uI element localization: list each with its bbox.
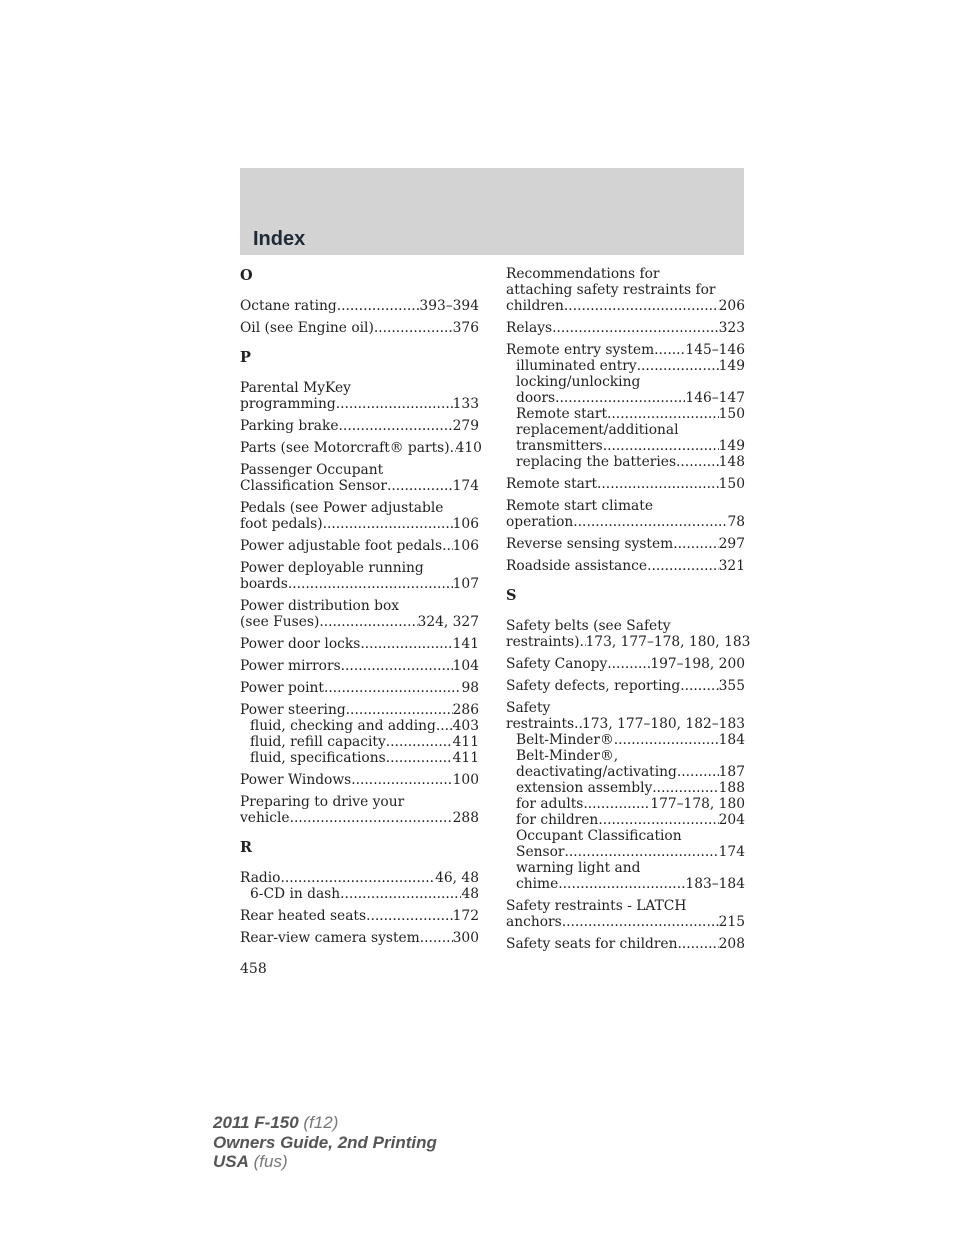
dot-leader [637,358,719,374]
dot-leader [607,656,650,672]
dot-leader [436,718,453,734]
index-entry-line [240,772,479,788]
entry-term: children [506,298,564,314]
index-subentry-line [506,438,745,454]
dot-leader [341,658,453,674]
entry-term: Safety restraints - LATCH [506,898,687,914]
index-subentry-line [506,748,745,764]
dot-leader [442,538,453,554]
entry-term: Oil (see Engine oil) [240,320,374,336]
page-title: Index [253,228,306,250]
index-entry-line [506,618,745,634]
index-entry-line [506,320,745,336]
index-entry [506,266,745,314]
index-column-right [506,266,751,958]
index-subentry-line [506,764,745,780]
index-entry-line [240,320,479,336]
index-entry [506,936,745,952]
index-entry [240,298,479,314]
dot-leader [280,870,435,886]
index-subentry-line [506,454,745,470]
dot-leader [288,576,453,592]
index-entry-line [506,498,745,514]
index-entry [240,908,479,924]
dot-leader [336,396,453,412]
dot-leader [654,342,685,358]
entry-term: 6-CD in dash [250,886,341,902]
index-entry [506,678,745,694]
index-entry-line [240,598,479,614]
entry-page-ref: 174 [452,478,479,494]
index-entry-line [240,538,479,554]
entry-term: vehicle [240,810,290,826]
entry-term: restraints) [506,634,580,650]
entry-term: warning light and [516,860,641,876]
entry-page-ref: 145–146 [685,342,745,358]
dot-leader [290,810,453,826]
index-entry-line [240,870,479,886]
index-entry [240,870,479,902]
entry-term: illuminated entry [516,358,637,374]
entry-page-ref: 355 [718,678,745,694]
entry-term: attaching safety restraints for [506,282,716,298]
entry-page-ref: 184 [718,732,745,748]
entry-term: replacement/additional [516,422,679,438]
index-subentry-line [506,860,745,876]
footer-guide: Owners Guide, 2nd Printing [213,1132,437,1152]
entry-term: transmitters [516,438,603,454]
index-subentry-line [506,406,745,422]
index-entry [240,702,479,766]
entry-page-ref: 106 [452,538,479,554]
entry-term: Safety belts (see Safety [506,618,671,634]
entry-page-ref: 297 [718,536,745,552]
section-letter: S [506,587,517,604]
entry-term: Pedals (see Power adjustable [240,500,444,516]
index-subentry-line [506,796,745,812]
entry-term: foot pedals) [240,516,323,532]
index-entry [240,598,479,630]
index-entry-line [240,702,479,718]
entry-term: extension assembly [516,780,653,796]
index-entry-line [240,560,479,576]
index-entry [506,536,745,552]
index-entry [240,418,479,434]
entry-term: for children [516,812,599,828]
dot-leader [598,812,718,828]
entry-page-ref: 403 [452,718,479,734]
index-entry-line [240,658,479,674]
index-entry-line [506,536,745,552]
index-entry [506,656,745,672]
index-subentry-line [506,780,745,796]
index-entry-line [240,396,479,412]
entry-term: Power mirrors [240,658,341,674]
index-entry [240,560,479,592]
dot-leader [366,908,453,924]
entry-term: programming [240,396,336,412]
entry-page-ref: 150 [718,476,745,492]
entry-page-ref: 204 [718,812,745,828]
dot-leader [340,886,461,902]
entry-term: Remote start [506,476,598,492]
dot-leader [420,930,453,946]
entry-page-ref: 172 [452,908,479,924]
index-entry-line [240,794,479,810]
dot-leader [574,716,582,732]
index-entry-line [240,680,479,696]
index-subentry-line [240,718,479,734]
entry-term: doors [516,390,556,406]
entry-term: Power door locks [240,636,361,652]
entry-term: replacing the batteries [516,454,677,470]
entry-term: Rear-view camera system [240,930,420,946]
entry-term: Belt-Minder®, [516,748,619,764]
entry-page-ref: 411 [452,734,479,750]
entry-page-ref: 286 [452,702,479,718]
dot-leader [386,734,453,750]
entry-page-ref: 279 [452,418,479,434]
footer-model: 2011 F-150 [213,1113,299,1132]
dot-leader [614,732,719,748]
footer-market-code: (fus) [248,1152,288,1171]
entry-term: Octane rating [240,298,337,314]
entry-term: Recommendations for [506,266,660,282]
entry-page-ref: 376 [452,320,479,336]
index-entry-line [506,476,745,492]
entry-term: Power deployable running [240,560,424,576]
entry-page-ref: 106 [452,516,479,532]
entry-page-ref: 104 [452,658,479,674]
entry-term: Relays [506,320,553,336]
entry-page-ref: 133 [452,396,479,412]
dot-leader [323,516,453,532]
index-entry-line [506,936,745,952]
entry-page-ref: 146–147 [685,390,745,406]
index-entry-line [240,380,479,396]
index-subentry-line [506,828,745,844]
dot-leader [339,418,453,434]
entry-term: Rear heated seats [240,908,367,924]
entry-page-ref: 288 [452,810,479,826]
entry-term: Roadside assistance [506,558,648,574]
entry-term: Parking brake [240,418,339,434]
index-subentry-line [506,374,745,390]
index-entry-line [240,636,479,652]
footer-market: USA [213,1152,249,1171]
index-subentry-line [506,844,745,860]
index-subentry-line [240,734,479,750]
dot-leader [603,438,719,454]
entry-term: fluid, checking and adding [250,718,436,734]
entry-term: Parts (see Motorcraft® parts) [240,440,450,456]
entry-page-ref: 324, 327 [417,614,479,630]
entry-term: Parental MyKey [240,380,351,396]
index-entry-line [240,614,479,630]
index-entry [506,498,745,530]
index-entry [506,320,745,336]
page-number: 458 [240,961,267,977]
entry-page-ref: 150 [718,406,745,422]
index-entry-line [240,810,479,826]
entry-page-ref: 183–184 [685,876,745,892]
entry-term: locking/unlocking [516,374,641,390]
dot-leader [607,406,719,422]
index-entry [506,558,745,574]
entry-page-ref: 98 [461,680,479,696]
index-entry-line [506,282,745,298]
document-footer [213,1113,437,1172]
entry-term: for adults [516,796,584,812]
section-letter: O [240,267,253,284]
section-letter: R [240,839,253,856]
index-entry-line [240,576,479,592]
index-entry-line [506,266,745,282]
dot-leader [324,680,461,696]
index-subentry-line [506,876,745,892]
entry-page-ref: 78 [727,514,745,530]
entry-page-ref: 141 [452,636,479,652]
dot-leader [562,914,719,930]
entry-term: Power steering [240,702,346,718]
index-entry [240,680,479,696]
dot-leader [387,478,453,494]
index-entry [240,636,479,652]
index-entry-line [506,558,745,574]
entry-page-ref: 149 [718,438,745,454]
index-entry-line [506,514,745,530]
dot-leader [673,536,718,552]
entry-term: Remote start climate [506,498,653,514]
entry-term: Power adjustable foot pedals [240,538,443,554]
entry-term: (see Fuses) [240,614,320,630]
entry-term: Reverse sensing system [506,536,674,552]
dot-leader [680,678,718,694]
entry-page-ref: 411 [452,750,479,766]
entry-page-ref: 321 [718,558,745,574]
index-entry-line [506,700,745,716]
index-entry [240,930,479,946]
entry-page-ref: 410 [455,440,482,456]
entry-page-ref: 107 [452,576,479,592]
index-entry-line [506,298,745,314]
index-entry-line [506,656,745,672]
dot-leader [652,780,718,796]
entry-page-ref: 46, 48 [435,870,479,886]
dot-leader [565,844,719,860]
index-entry-line [506,898,745,914]
entry-page-ref: 177–178, 180 [650,796,745,812]
dot-leader [346,702,453,718]
entry-page-ref: 48 [461,886,479,902]
dot-leader [558,876,685,892]
index-entry-line [240,930,479,946]
index-entry [506,476,745,492]
entry-page-ref: 393–394 [419,298,479,314]
entry-term: operation [506,514,574,530]
index-subentry-line [506,358,745,374]
index-entry-line [240,908,479,924]
dot-leader [360,636,452,652]
entry-term: fluid, refill capacity [250,734,386,750]
dot-leader [552,320,719,336]
entry-term: chime [516,876,559,892]
entry-page-ref: 174 [718,844,745,860]
index-subentry-line [240,750,479,766]
entry-page-ref: 173, 177–180, 182–183 [581,716,745,732]
entry-page-ref: 173, 177–178, 180, 183 [585,634,751,650]
entry-term: Preparing to drive your [240,794,405,810]
dot-leader [337,298,420,314]
entry-term: Power distribution box [240,598,400,614]
entry-term: Safety Canopy [506,656,608,672]
entry-page-ref: 323 [718,320,745,336]
dot-leader [386,750,453,766]
dot-leader [564,298,719,314]
entry-term: Sensor [516,844,565,860]
index-entry [240,462,479,494]
entry-term: Remote entry system [506,342,655,358]
entry-page-ref: 208 [718,936,745,952]
entry-term: Remote start [516,406,608,422]
index-entry-line [506,634,751,650]
index-entry-line [240,298,479,314]
entry-term: Belt-Minder® [516,732,614,748]
index-header-band [240,168,744,255]
index-entry-line [240,500,479,516]
dot-leader [676,454,719,470]
index-entry [240,658,479,674]
index-subentry-line [506,390,745,406]
entry-page-ref: 197–198, 200 [650,656,745,672]
index-entry-line [240,418,479,434]
entry-term: deactivating/activating [516,764,677,780]
dot-leader [677,764,719,780]
index-entry [240,538,479,554]
index-entry-line [506,342,745,358]
index-entry-line [240,440,482,456]
entry-term: Radio [240,870,281,886]
index-entry-line [240,516,479,532]
index-subentry-line [506,812,745,828]
index-entry [240,320,479,336]
dot-leader [573,514,727,530]
entry-page-ref: 215 [718,914,745,930]
entry-term: anchors [506,914,562,930]
dot-leader [374,320,453,336]
dot-leader [319,614,417,630]
entry-term: Safety [506,700,551,716]
entry-term: Occupant Classification [516,828,682,844]
entry-page-ref: 149 [718,358,745,374]
entry-term: Classification Sensor [240,478,387,494]
section-letter: P [240,349,251,366]
dot-leader [677,936,718,952]
index-subentry-line [506,732,745,748]
index-entry-line [506,914,745,930]
index-entry-line [506,678,745,694]
entry-term: restraints [506,716,575,732]
entry-page-ref: 187 [718,764,745,780]
entry-term: Safety defects, reporting [506,678,681,694]
index-entry [240,380,479,412]
entry-term: Passenger Occupant [240,462,384,478]
index-entry [506,898,745,930]
index-entry [240,440,482,456]
dot-leader [351,772,452,788]
entry-term: Power point [240,680,324,696]
entry-term: boards [240,576,288,592]
index-entry [240,794,479,826]
entry-term: Power Windows [240,772,352,788]
entry-page-ref: 188 [718,780,745,796]
index-entry-line [240,478,479,494]
index-entry [506,618,751,650]
index-entry-line [506,716,745,732]
entry-term: fluid, specifications [250,750,386,766]
index-entry [506,342,745,470]
entry-page-ref: 148 [718,454,745,470]
index-entry [506,700,745,892]
index-entry-line [240,462,479,478]
dot-leader [597,476,719,492]
index-entry [240,772,479,788]
index-subentry-line [240,886,479,902]
entry-page-ref: 300 [452,930,479,946]
entry-page-ref: 206 [718,298,745,314]
dot-leader [583,796,650,812]
entry-page-ref: 100 [452,772,479,788]
dot-leader [555,390,685,406]
dot-leader [647,558,719,574]
index-entry [240,500,479,532]
footer-model-code: (f12) [298,1113,339,1132]
index-subentry-line [506,422,745,438]
index-column-left [240,266,482,952]
entry-term: Safety seats for children [506,936,678,952]
